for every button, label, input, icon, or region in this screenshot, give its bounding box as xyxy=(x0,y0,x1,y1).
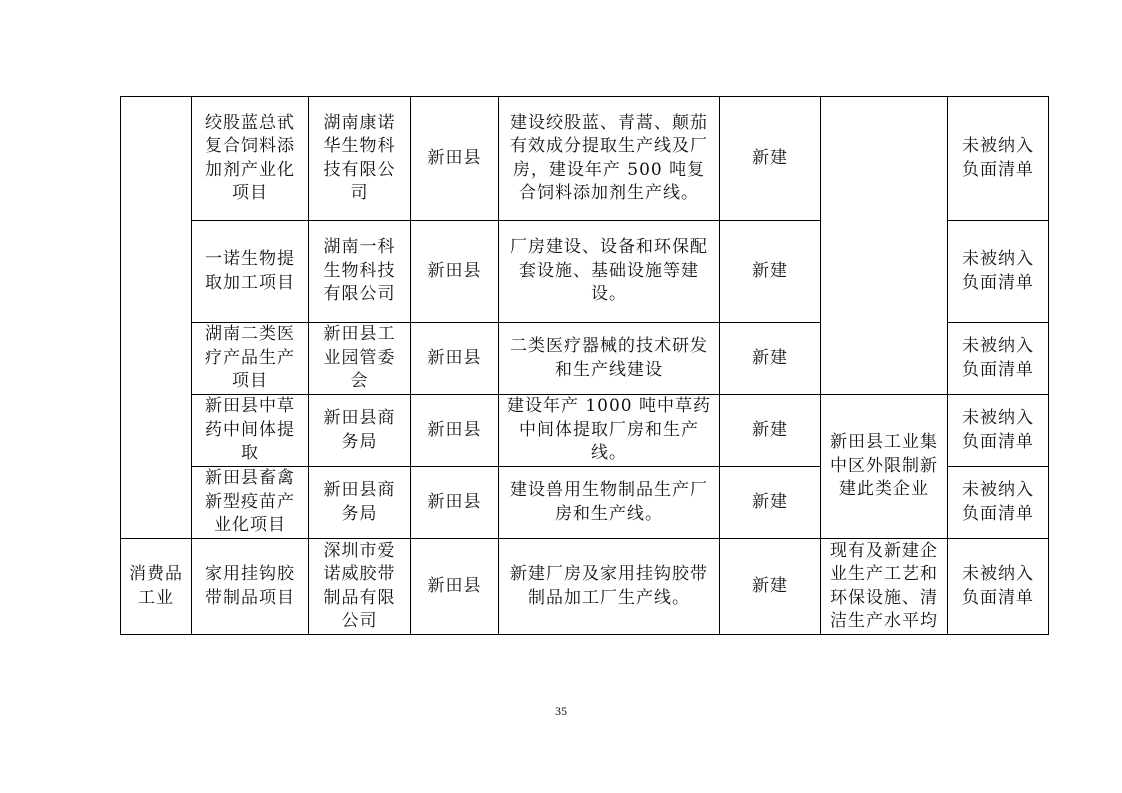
construction-type-cell: 新建 xyxy=(720,539,821,635)
company-cell: 新田县商务局 xyxy=(309,395,411,467)
location-cell: 新田县 xyxy=(411,323,499,395)
construction-content-cell: 建设兽用生物制品生产厂房和生产线。 xyxy=(499,467,720,539)
construction-content-cell: 厂房建设、设备和环保配套设施、基础设施等建设。 xyxy=(499,221,720,323)
construction-content-cell: 建设年产 1000 吨中草药中间体提取厂房和生产线。 xyxy=(499,395,720,467)
table-row xyxy=(121,539,1049,635)
construction-type-cell: 新建 xyxy=(720,97,821,221)
construction-content-cell: 建设绞股蓝、青蒿、颠茄有效成分提取生产线及厂房，建设年产 500 吨复合饲料添加剂生产线。 xyxy=(499,97,720,221)
result-cell: 未被纳入负面清单 xyxy=(948,395,1049,467)
construction-type-cell: 新建 xyxy=(720,323,821,395)
location-cell: 新田县 xyxy=(411,97,499,221)
location-cell: 新田县 xyxy=(411,539,499,635)
company-cell: 深圳市爱诺威胶带制品有限公司 xyxy=(309,539,411,635)
company-cell: 新田县商务局 xyxy=(309,467,411,539)
project-name-cell: 绞股蓝总甙复合饲料添加剂产业化项目 xyxy=(192,97,309,221)
construction-type-cell: 新建 xyxy=(720,221,821,323)
construction-content-cell: 二类医疗器械的技术研发和生产线建设 xyxy=(499,323,720,395)
location-cell: 新田县 xyxy=(411,395,499,467)
result-cell: 未被纳入负面清单 xyxy=(948,323,1049,395)
company-cell: 新田县工业园管委会 xyxy=(309,323,411,395)
table-row xyxy=(121,97,1049,221)
location-cell: 新田县 xyxy=(411,221,499,323)
requirement-cell: 现有及新建企业生产工艺和环保设施、清洁生产水平均 xyxy=(821,539,948,635)
page-number: 35 xyxy=(555,704,567,718)
construction-type-cell: 新建 xyxy=(720,395,821,467)
requirement-cell: 新田县工业集中区外限制新建此类企业 xyxy=(821,395,948,539)
industry-cell: 消费品工业 xyxy=(121,539,192,635)
project-name-cell: 新田县中草药中间体提取 xyxy=(192,395,309,467)
result-cell: 未被纳入负面清单 xyxy=(948,221,1049,323)
requirement-cell-empty xyxy=(821,97,948,395)
project-name-cell: 一诺生物提取加工项目 xyxy=(192,221,309,323)
result-cell: 未被纳入负面清单 xyxy=(948,97,1049,221)
project-name-cell: 湖南二类医疗产品生产项目 xyxy=(192,323,309,395)
industry-cell-empty xyxy=(121,97,192,539)
construction-type-cell: 新建 xyxy=(720,467,821,539)
company-cell: 湖南一科生物科技有限公司 xyxy=(309,221,411,323)
project-table xyxy=(120,96,1049,635)
project-name-cell: 家用挂钩胶带制品项目 xyxy=(192,539,309,635)
location-cell: 新田县 xyxy=(411,467,499,539)
company-cell: 湖南康诺华生物科技有限公司 xyxy=(309,97,411,221)
table-row xyxy=(121,395,1049,467)
construction-content-cell: 新建厂房及家用挂钩胶带制品加工厂生产线。 xyxy=(499,539,720,635)
project-name-cell: 新田县畜禽新型疫苗产业化项目 xyxy=(192,467,309,539)
result-cell: 未被纳入负面清单 xyxy=(948,467,1049,539)
result-cell: 未被纳入负面清单 xyxy=(948,539,1049,635)
